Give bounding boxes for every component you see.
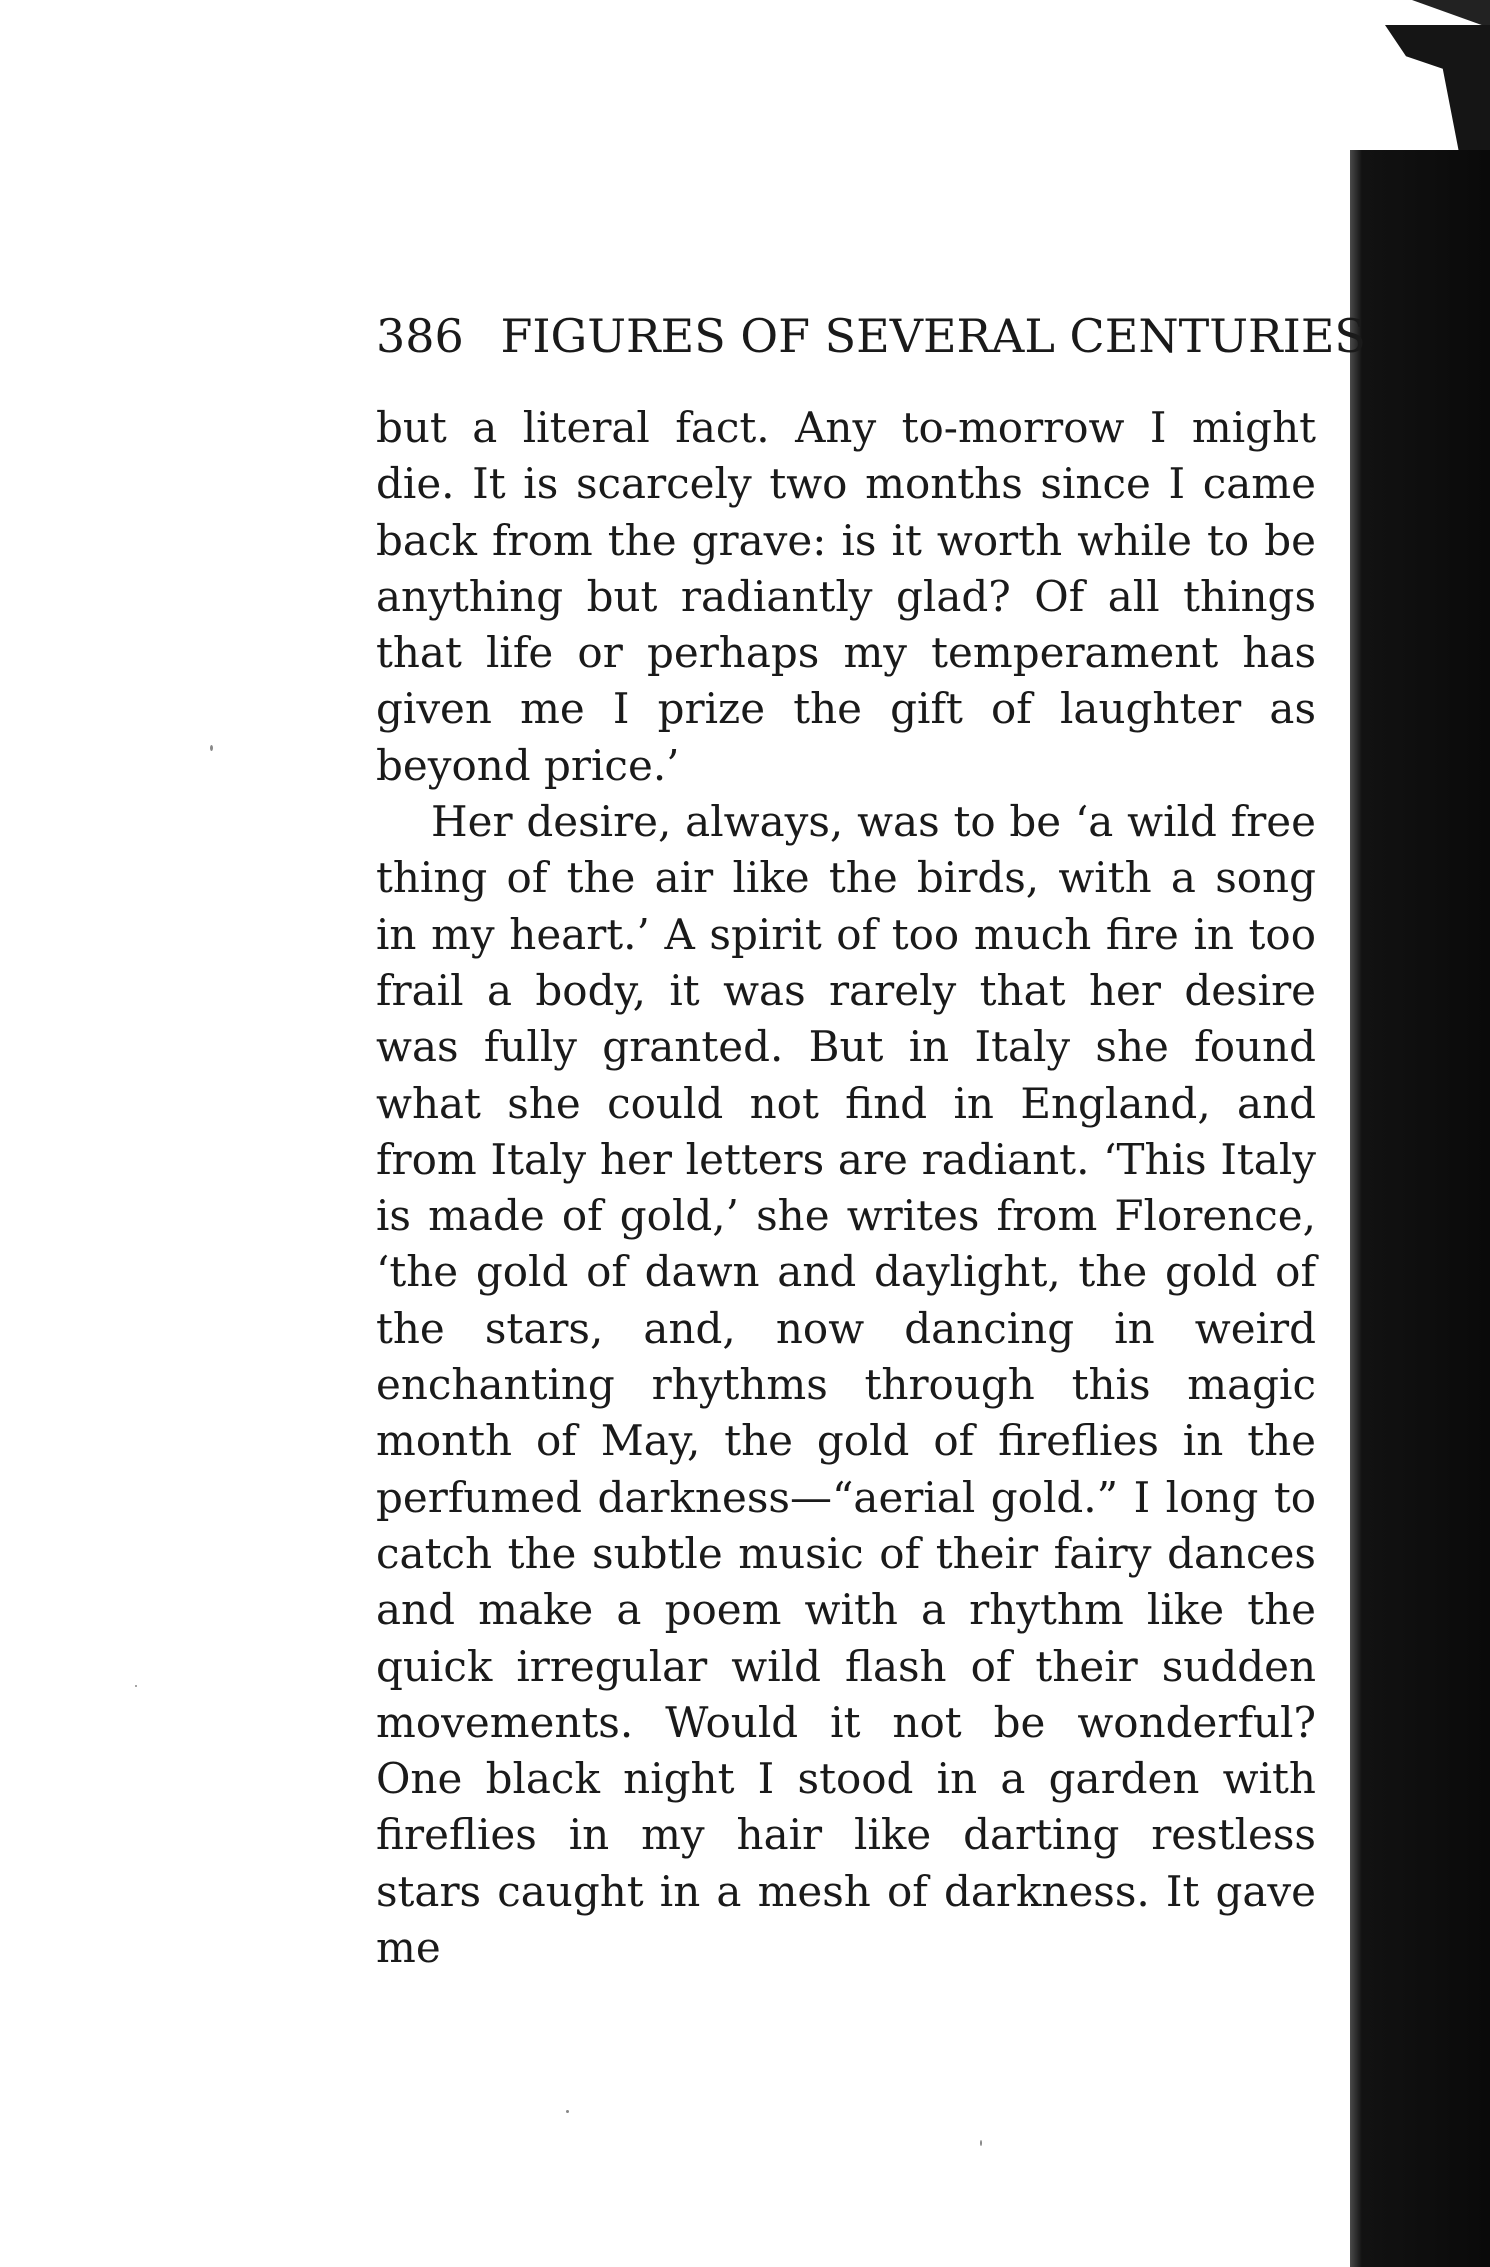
book-edge-shadow <box>1350 150 1490 2267</box>
scan-speck <box>210 745 213 751</box>
paragraph-2: Her desire, always, was to be ‘a wild free thing of the air like the birds, with a song in my heart.’ A spirit of too much fire in too frail a body, it was rarely that her desire was fully granted. But in Italy she found what she could not find in England, and from Italy her letters are radiant. ‘This Italy is made of gold,’ she writes from Florence, ‘the gold of dawn and daylight, the gold of the stars, and, now dancing in weird enchanting rhythms through this magic month of May, the gold of fireflies in the perfumed darkness—“aerial gold.” I long to catch the subtle music of their fairy dances and make a poem with a rhythm like the quick irregular wild flash of their sudden movements. Would it not be wonderful? One black night I stood in a garden with fireflies in my hair like darting restless stars caught in a mesh of darkness. It gave me <box>376 797 1316 1973</box>
book-edge-top <box>1385 25 1490 150</box>
scan-speck <box>135 1685 137 1687</box>
running-title: FIGURES OF SEVERAL CENTURIES <box>500 309 1366 363</box>
running-head <box>376 306 1366 366</box>
scan-speck <box>980 2140 982 2146</box>
paragraph-1: but a literal fact. Any to-morrow I might die. It is scarcely two months since I came back from the grave: is it worth while to be anything but radiantly glad? Of all things that life or perhaps my temperament has given me I prize the gift of laughter as beyond price.’ <box>376 403 1316 790</box>
scan-speck <box>566 2110 569 2113</box>
body-text <box>376 400 1316 1976</box>
book-edge-corner <box>1360 0 1490 28</box>
page-number: 386 <box>376 309 464 363</box>
